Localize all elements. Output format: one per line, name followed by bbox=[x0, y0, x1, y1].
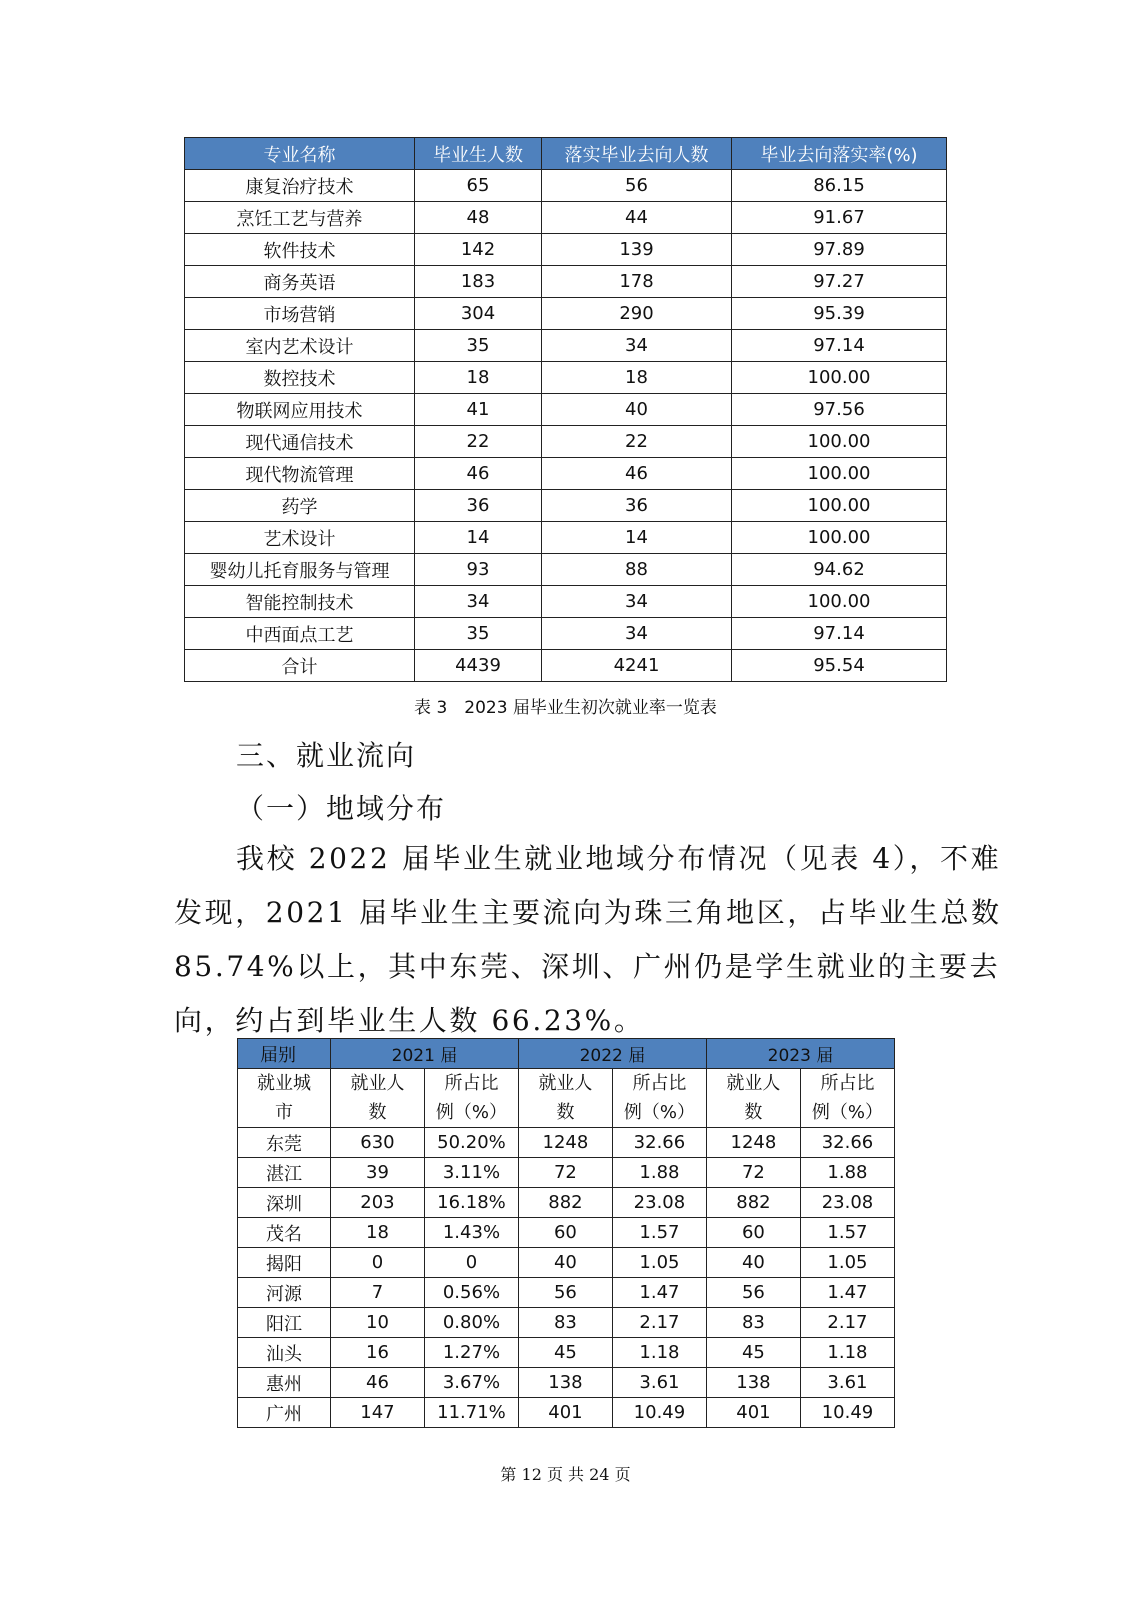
value-cell: 35 bbox=[415, 618, 542, 650]
value-cell: 97.14 bbox=[732, 618, 947, 650]
value-cell: 56 bbox=[518, 1278, 612, 1308]
major-cell: 室内艺术设计 bbox=[185, 330, 415, 362]
value-cell: 60 bbox=[706, 1218, 800, 1248]
major-cell: 商务英语 bbox=[185, 266, 415, 298]
table-row bbox=[238, 1338, 895, 1368]
paragraph-line: 我校 2022 届毕业生就业地域分布情况（见表 4），不难 bbox=[236, 842, 1002, 875]
value-cell: 18 bbox=[330, 1218, 424, 1248]
table-row bbox=[185, 554, 947, 586]
table-row bbox=[185, 522, 947, 554]
value-cell: 142 bbox=[415, 234, 542, 266]
major-cell: 数控技术 bbox=[185, 362, 415, 394]
value-cell: 1248 bbox=[706, 1128, 800, 1158]
value-cell: 0 bbox=[424, 1248, 518, 1278]
table-row bbox=[185, 618, 947, 650]
value-cell: 203 bbox=[330, 1188, 424, 1218]
value-cell: 1.47 bbox=[612, 1278, 706, 1308]
value-cell: 86.15 bbox=[732, 170, 947, 202]
value-cell: 95.54 bbox=[732, 650, 947, 682]
table-row bbox=[238, 1248, 895, 1278]
col-header-rate: 毕业去向落实率(%) bbox=[732, 138, 947, 170]
value-cell: 1.57 bbox=[612, 1218, 706, 1248]
table-row bbox=[238, 1188, 895, 1218]
value-cell: 95.39 bbox=[732, 298, 947, 330]
major-cell: 软件技术 bbox=[185, 234, 415, 266]
value-cell: 36 bbox=[415, 490, 542, 522]
value-cell: 83 bbox=[518, 1308, 612, 1338]
value-cell: 97.27 bbox=[732, 266, 947, 298]
value-cell: 40 bbox=[706, 1248, 800, 1278]
value-cell: 100.00 bbox=[732, 522, 947, 554]
city-cell: 汕头 bbox=[238, 1338, 331, 1368]
value-cell: 56 bbox=[542, 170, 732, 202]
header-line: 所占比 bbox=[444, 1073, 499, 1094]
table-row bbox=[185, 202, 947, 234]
value-cell: 10.49 bbox=[800, 1398, 894, 1428]
value-cell: 18 bbox=[415, 362, 542, 394]
value-cell: 304 bbox=[415, 298, 542, 330]
major-cell: 中西面点工艺 bbox=[185, 618, 415, 650]
value-cell: 35 bbox=[415, 330, 542, 362]
value-cell: 83 bbox=[706, 1308, 800, 1338]
value-cell: 100.00 bbox=[732, 458, 947, 490]
table-row bbox=[238, 1158, 895, 1188]
value-cell: 93 bbox=[415, 554, 542, 586]
employment-rate-table bbox=[184, 137, 947, 682]
value-cell: 882 bbox=[518, 1188, 612, 1218]
value-cell: 100.00 bbox=[732, 426, 947, 458]
ratio-header bbox=[612, 1069, 706, 1128]
value-cell: 34 bbox=[542, 330, 732, 362]
paragraph-line: 向，约占到毕业生人数 66.23%。 bbox=[174, 1004, 645, 1037]
table-row bbox=[185, 330, 947, 362]
major-cell: 现代通信技术 bbox=[185, 426, 415, 458]
year-header: 2023 届 bbox=[706, 1039, 894, 1069]
value-cell: 40 bbox=[518, 1248, 612, 1278]
value-cell: 2.17 bbox=[800, 1308, 894, 1338]
value-cell: 1.27% bbox=[424, 1338, 518, 1368]
value-cell: 32.66 bbox=[800, 1128, 894, 1158]
value-cell: 22 bbox=[415, 426, 542, 458]
count-header bbox=[518, 1069, 612, 1128]
value-cell: 46 bbox=[330, 1368, 424, 1398]
value-cell: 1248 bbox=[518, 1128, 612, 1158]
value-cell: 46 bbox=[542, 458, 732, 490]
value-cell: 65 bbox=[415, 170, 542, 202]
value-cell: 45 bbox=[706, 1338, 800, 1368]
value-cell: 0.56% bbox=[424, 1278, 518, 1308]
city-cell: 惠州 bbox=[238, 1368, 331, 1398]
value-cell: 1.47 bbox=[800, 1278, 894, 1308]
major-cell: 药学 bbox=[185, 490, 415, 522]
city-cell: 茂名 bbox=[238, 1218, 331, 1248]
value-cell: 72 bbox=[518, 1158, 612, 1188]
value-cell: 7 bbox=[330, 1278, 424, 1308]
value-cell: 0.80% bbox=[424, 1308, 518, 1338]
major-cell: 烹饪工艺与营养 bbox=[185, 202, 415, 234]
major-cell: 婴幼儿托育服务与管理 bbox=[185, 554, 415, 586]
table-row bbox=[185, 266, 947, 298]
value-cell: 1.88 bbox=[612, 1158, 706, 1188]
header-line: 就业人 bbox=[350, 1073, 405, 1094]
value-cell: 1.88 bbox=[800, 1158, 894, 1188]
value-cell: 290 bbox=[542, 298, 732, 330]
value-cell: 97.89 bbox=[732, 234, 947, 266]
table-row bbox=[185, 362, 947, 394]
value-cell: 91.67 bbox=[732, 202, 947, 234]
header-line: 数 bbox=[556, 1102, 575, 1123]
value-cell: 39 bbox=[330, 1158, 424, 1188]
value-cell: 100.00 bbox=[732, 490, 947, 522]
ratio-header bbox=[424, 1069, 518, 1128]
city-cell: 东莞 bbox=[238, 1128, 331, 1158]
value-cell: 1.05 bbox=[800, 1248, 894, 1278]
value-cell: 60 bbox=[518, 1218, 612, 1248]
col-header-graduates: 毕业生人数 bbox=[415, 138, 542, 170]
major-cell: 康复治疗技术 bbox=[185, 170, 415, 202]
value-cell: 14 bbox=[415, 522, 542, 554]
regional-distribution-table bbox=[237, 1038, 895, 1428]
value-cell: 44 bbox=[542, 202, 732, 234]
value-cell: 1.57 bbox=[800, 1218, 894, 1248]
value-cell: 48 bbox=[415, 202, 542, 234]
major-cell: 现代物流管理 bbox=[185, 458, 415, 490]
value-cell: 34 bbox=[542, 618, 732, 650]
value-cell: 23.08 bbox=[800, 1188, 894, 1218]
value-cell: 88 bbox=[542, 554, 732, 586]
value-cell: 2.17 bbox=[612, 1308, 706, 1338]
table-row bbox=[238, 1218, 895, 1248]
table-row bbox=[185, 650, 947, 682]
value-cell: 401 bbox=[706, 1398, 800, 1428]
value-cell: 50.20% bbox=[424, 1128, 518, 1158]
page-footer: 第 12 页 共 24 页 bbox=[500, 1465, 631, 1484]
value-cell: 1.18 bbox=[800, 1338, 894, 1368]
value-cell: 3.61 bbox=[800, 1368, 894, 1398]
value-cell: 0 bbox=[330, 1248, 424, 1278]
table-row bbox=[185, 458, 947, 490]
value-cell: 10 bbox=[330, 1308, 424, 1338]
ratio-header bbox=[800, 1069, 894, 1128]
header-line: 例（%） bbox=[811, 1102, 884, 1123]
table-row bbox=[185, 586, 947, 618]
value-cell: 16.18% bbox=[424, 1188, 518, 1218]
table-row bbox=[185, 490, 947, 522]
year-header: 2022 届 bbox=[518, 1039, 706, 1069]
col-header-placed: 落实毕业去向人数 bbox=[542, 138, 732, 170]
value-cell: 3.11% bbox=[424, 1158, 518, 1188]
value-cell: 4241 bbox=[542, 650, 732, 682]
header-line: 市 bbox=[274, 1102, 293, 1123]
value-cell: 100.00 bbox=[732, 586, 947, 618]
major-cell: 艺术设计 bbox=[185, 522, 415, 554]
header-line: 所占比 bbox=[632, 1073, 687, 1094]
header-line: 就业城 bbox=[256, 1073, 311, 1094]
header-line: 就业人 bbox=[726, 1073, 781, 1094]
value-cell: 1.18 bbox=[612, 1338, 706, 1368]
corner-cell: 届别 bbox=[238, 1039, 331, 1069]
header-line: 所占比 bbox=[820, 1073, 875, 1094]
value-cell: 16 bbox=[330, 1338, 424, 1368]
value-cell: 1.43% bbox=[424, 1218, 518, 1248]
value-cell: 178 bbox=[542, 266, 732, 298]
table-caption: 表 3 2023 届毕业生初次就业率一览表 bbox=[414, 698, 717, 718]
section-heading: 三、就业流向 bbox=[236, 739, 417, 772]
value-cell: 36 bbox=[542, 490, 732, 522]
value-cell: 40 bbox=[542, 394, 732, 426]
city-header bbox=[238, 1069, 331, 1128]
table-row bbox=[185, 426, 947, 458]
value-cell: 97.56 bbox=[732, 394, 947, 426]
value-cell: 32.66 bbox=[612, 1128, 706, 1158]
value-cell: 18 bbox=[542, 362, 732, 394]
value-cell: 46 bbox=[415, 458, 542, 490]
major-cell: 市场营销 bbox=[185, 298, 415, 330]
value-cell: 94.62 bbox=[732, 554, 947, 586]
value-cell: 138 bbox=[518, 1368, 612, 1398]
major-cell: 智能控制技术 bbox=[185, 586, 415, 618]
city-cell: 揭阳 bbox=[238, 1248, 331, 1278]
value-cell: 23.08 bbox=[612, 1188, 706, 1218]
city-cell: 湛江 bbox=[238, 1158, 331, 1188]
value-cell: 147 bbox=[330, 1398, 424, 1428]
city-cell: 广州 bbox=[238, 1398, 331, 1428]
major-cell: 合计 bbox=[185, 650, 415, 682]
paragraph-line: 发现，2021 届毕业生主要流向为珠三角地区，占毕业生总数 bbox=[174, 896, 1002, 929]
city-cell: 河源 bbox=[238, 1278, 331, 1308]
value-cell: 34 bbox=[415, 586, 542, 618]
year-header: 2021 届 bbox=[330, 1039, 518, 1069]
subsection-heading: （一）地域分布 bbox=[236, 792, 447, 825]
column-header-row bbox=[238, 1069, 895, 1128]
table-row bbox=[238, 1308, 895, 1338]
table-row bbox=[238, 1368, 895, 1398]
value-cell: 882 bbox=[706, 1188, 800, 1218]
value-cell: 1.05 bbox=[612, 1248, 706, 1278]
table-row bbox=[238, 1278, 895, 1308]
value-cell: 34 bbox=[542, 586, 732, 618]
value-cell: 56 bbox=[706, 1278, 800, 1308]
value-cell: 139 bbox=[542, 234, 732, 266]
value-cell: 138 bbox=[706, 1368, 800, 1398]
year-header-row bbox=[238, 1039, 895, 1069]
value-cell: 11.71% bbox=[424, 1398, 518, 1428]
value-cell: 72 bbox=[706, 1158, 800, 1188]
city-cell: 深圳 bbox=[238, 1188, 331, 1218]
table-header-row bbox=[185, 138, 947, 170]
paragraph-line: 85.74%以上，其中东莞、深圳、广州仍是学生就业的主要去 bbox=[174, 950, 1001, 983]
table-row bbox=[185, 170, 947, 202]
value-cell: 4439 bbox=[415, 650, 542, 682]
header-line: 数 bbox=[744, 1102, 763, 1123]
header-line: 数 bbox=[368, 1102, 387, 1123]
value-cell: 630 bbox=[330, 1128, 424, 1158]
header-line: 例（%） bbox=[435, 1102, 507, 1123]
value-cell: 3.67% bbox=[424, 1368, 518, 1398]
col-header-major: 专业名称 bbox=[185, 138, 415, 170]
table-row bbox=[185, 394, 947, 426]
major-cell: 物联网应用技术 bbox=[185, 394, 415, 426]
value-cell: 3.61 bbox=[612, 1368, 706, 1398]
value-cell: 183 bbox=[415, 266, 542, 298]
header-line: 就业人 bbox=[538, 1073, 593, 1094]
value-cell: 45 bbox=[518, 1338, 612, 1368]
value-cell: 97.14 bbox=[732, 330, 947, 362]
city-cell: 阳江 bbox=[238, 1308, 331, 1338]
value-cell: 14 bbox=[542, 522, 732, 554]
count-header bbox=[706, 1069, 800, 1128]
table-row bbox=[238, 1398, 895, 1428]
value-cell: 401 bbox=[518, 1398, 612, 1428]
value-cell: 100.00 bbox=[732, 362, 947, 394]
table-row bbox=[185, 234, 947, 266]
table-row bbox=[185, 298, 947, 330]
value-cell: 10.49 bbox=[612, 1398, 706, 1428]
value-cell: 22 bbox=[542, 426, 732, 458]
count-header bbox=[330, 1069, 424, 1128]
table-row bbox=[238, 1128, 895, 1158]
value-cell: 41 bbox=[415, 394, 542, 426]
header-line: 例（%） bbox=[623, 1102, 695, 1123]
